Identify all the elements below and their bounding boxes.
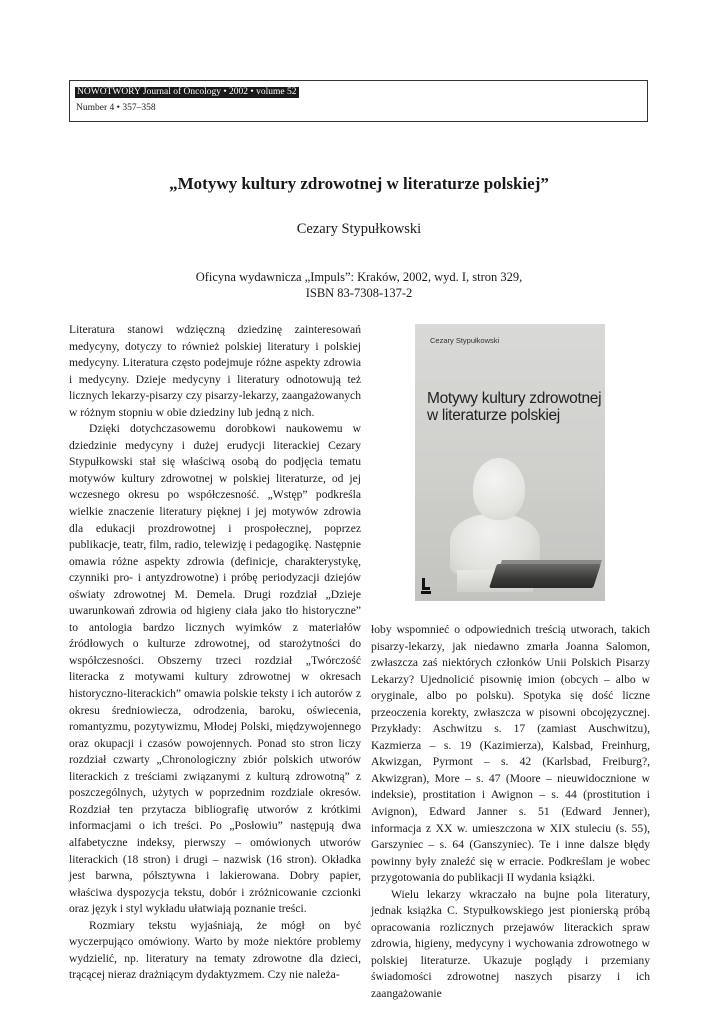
journal-header — [69, 80, 648, 122]
paragraph: Dzięki dotychczasowemu dorobkowi naukowemu w dziedzinie medycyny i dużej erudycji literackiej Cezary Stypułkowski stał się właściwą osobą do podjęcia tematu motywów kultury zdrowotnej w polskiej literaturze, od jej wczesnego okresu po współczesność. „Wstęp” podkreśla wielkie znaczenie literatury pięknej i jej motywów zdrowia dla edukacji prozdrowotnej i prospołecznej, poprzez publikacje, teatr, film, radio, telewizję i pedagogikę. Następnie omawia różne aspekty zdrowia (definicje, charakterystykę, czynniki pro- i antyzdrowotne) i próbę periodyzacji dziejów oświaty zdrowotnej M. Demela. Drugi rozdział „Dzieje uwarunkowań zdrowia od higieny ciała jako tło historyczne” to antologia bardzo licznych wyimków z materiałów źródłowych o kulturze zdrowotnej, od starożytności do współczesności. Obszerny trzeci rozdział „Twórczość literacka z motywami kultury zdrowotnej w okresach historyczno-literackich” omawia polskie teksty i ich autorów z okresu średniowiecza, odrodzenia, baroku, oświecenia, romantyzmu, pozytywizmu, Młodej Polski, międzywojennego oraz okupacji i czasów powojennych. Ponad sto stron liczy rozdział czwarty „Chronologiczny zbiór polskich utworów literackich z treściami związanymi z kulturą zdrowotną” z poszczególnych, użytych w poprzednim rozdziale okresów. Rozdział ten przytacza bibliografię utworów z krótkimi informacjami o ich treści. Po „Posłowiu” następują dwa alfabetyczne indeksy, pierwszy – omówionych utworów literackich (18 stron) i drugi – nazwisk (16 stron). Okładka jest barwna, półsztywna i lakierowana. Dobry papier, właściwa dyspozycja tekstu, dobór i zróżnicowanie czcionki oraz język i styl wykładu ułatwiają poznanie treści. — [69, 422, 361, 916]
article-title: „Motywy kultury zdrowotnej w literaturze polskiej” — [169, 174, 549, 193]
journal-name: NOWOTWORY Journal of Oncology • 2002 • volume 52 — [77, 87, 297, 97]
paragraph: łoby wspomnieć o odpowiednich treścią utworach, takich pisarzy-lekarzy, jak niedawno zmarła Joanna Salomon, zwłaszcza zaś niektórych członków Unii Polskich Pisarzy Lekarzy? Ujednolicić pisownię imion (obcych – albo w oryginale, albo po polsku). Spotyka się dość liczne przeoczenia korekty, zwłaszcza w pisowni obcojęzycznej. Przykłady: Aschwitzu s. 17 (zamiast Auschwitzu), Kazmierza – s. 19 (Kazimierza), Kalsbad, Freinhurg, Akwizgan, Pyrmont – s. 42 (Karlsbad, Freiburg?, Akwizgran), More – s. 47 (Moore – nieuwidocznione w indeksie), prostitation i Awignon – s. 44 (prostitution i Avignon), Edward Janner s. 51 (Edward Jenner), informacja z XX w. umieszczona w XIX stuleciu (s. 55), Garszyniec – s. 64 (Ganszyniec). Te i inne dalsze błędy powinny były znaleźć się w erracie. Podkreślam je wobec przygotowania do publikacji II wydania książki. — [371, 623, 650, 885]
paragraph: Wielu lekarzy wkraczało na bujne pola literatury, jednak książka C. Stypułkowskiego jest pionierską próbą opracowania rozlicznych przejawów literackich spraw zdrowia, higieny, medycyny i wychowania zdrowotnego w polskiej literaturze. Ukazuje poglądy i przemiany świadomości zdrowotnej naszych pisarzy i ich zaangażowanie — [371, 887, 650, 1001]
paragraph: Literatura stanowi wdzięczną dziedzinę zainteresowań medycyny, dotyczy to również polskiej literatury i polskiej medycyny. Literatura często podejmuje różne aspekty zdrowia i medycyny. Dzieje medycyny i literatury odnotowują też licznych lekarzy-pisarzy czy pisarzy-lekarzy, zaangażowanych w różnym stopniu w obie dziedziny lub jedną z nich. — [69, 323, 361, 419]
paragraph: Rozmiary tekstu wyjaśniają, że mógł on być wyczerpująco omówiony. Warto by może niektóre problemy wydzielić, np. literatury na tematy zdrowotne dla dzieci, trącącej nieraz drażniącym dydaktyzmem. Czy nie należa- — [69, 918, 361, 982]
publication-line: Oficyna wydawnicza „Impuls”: Kraków, 2002, wyd. I, stron 329, — [195, 270, 523, 284]
cover-author: Cezary Stypułkowski — [430, 336, 500, 345]
article-author: Cezary Stypułkowski — [296, 221, 422, 237]
cover-title-line: w literaturze polskiej — [427, 407, 560, 424]
left-column — [69, 322, 361, 984]
right-column — [371, 622, 650, 1003]
bust-head — [473, 458, 525, 520]
cover-title — [427, 390, 602, 424]
cover-title-line: Motywy kultury zdrowotnej — [427, 390, 602, 407]
issue-info: Number 4 • 357–358 — [76, 103, 156, 113]
isbn-line: ISBN 83-7308-137-2 — [305, 286, 413, 300]
book-cover-image — [415, 324, 605, 601]
publication-info — [0, 269, 718, 301]
publisher-logo-icon — [421, 578, 431, 594]
book-illustration — [489, 564, 601, 588]
